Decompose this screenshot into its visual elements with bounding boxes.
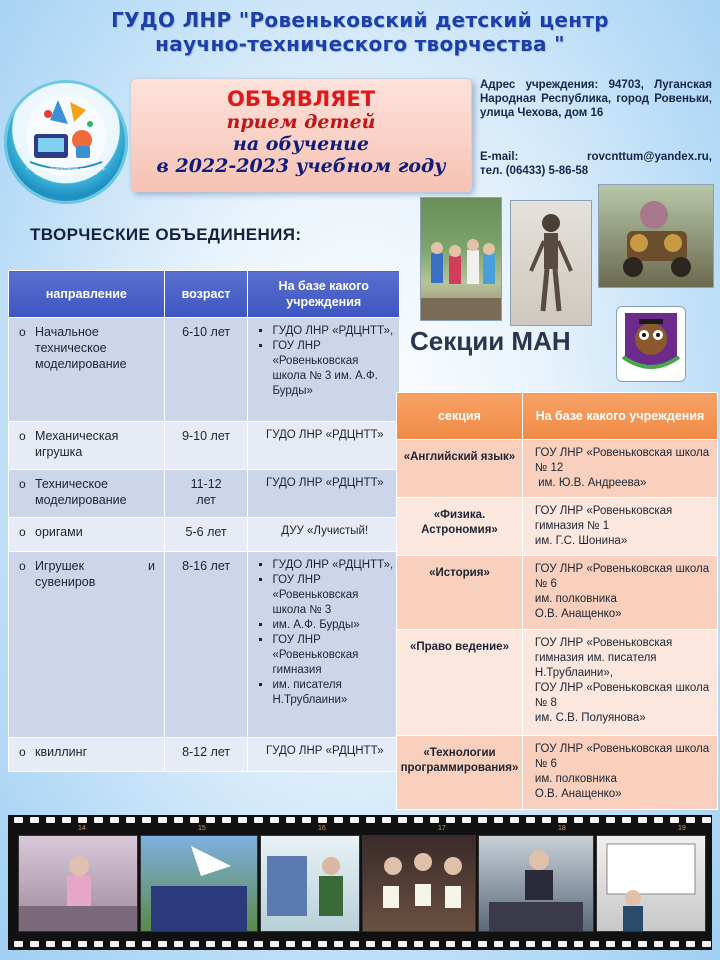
- film-hole: [78, 941, 87, 947]
- film-hole: [510, 817, 519, 823]
- photo-children-outdoors: [420, 197, 502, 321]
- film-hole: [190, 817, 199, 823]
- logo-caption: ГУ ДО ЛНР «Ровеньковский детский центр научно-технического творчества»: [26, 166, 106, 176]
- frame-number: 15: [198, 825, 206, 832]
- film-hole: [174, 817, 183, 823]
- film-hole: [302, 941, 311, 947]
- age-cell: 6-10 лет: [164, 318, 248, 422]
- man-sections-table: [396, 392, 718, 810]
- film-hole: [366, 941, 375, 947]
- film-hole: [494, 941, 503, 947]
- section-cell: «Физика. Астрономия»: [397, 498, 523, 556]
- film-hole: [414, 941, 423, 947]
- film-hole: [574, 817, 583, 823]
- film-hole: [510, 941, 519, 947]
- film-hole: [126, 941, 135, 947]
- film-photo: [140, 835, 258, 932]
- film-hole: [318, 941, 327, 947]
- film-perforation-bottom: [8, 939, 712, 949]
- film-hole: [238, 941, 247, 947]
- announce-line-4: в 2022-2023 учебном году: [156, 155, 446, 177]
- table-row: [397, 498, 718, 556]
- base-cell: ГОУ ЛНР «Ровеньковская школа № 12 им. Ю.В. Андреева»: [522, 440, 717, 498]
- frame-number: 18: [558, 825, 566, 832]
- film-hole: [222, 817, 231, 823]
- film-hole: [158, 817, 167, 823]
- table-row: [9, 552, 400, 738]
- table-row: [397, 556, 718, 630]
- film-hole: [558, 941, 567, 947]
- column-header-age: возраст: [164, 271, 248, 318]
- film-hole: [222, 941, 231, 947]
- film-perforation-top: [8, 815, 712, 825]
- film-hole: [318, 817, 327, 823]
- section-cell: «История»: [397, 556, 523, 630]
- direction-cell: o Механическая игрушка: [9, 422, 165, 470]
- film-hole: [94, 817, 103, 823]
- film-hole: [334, 941, 343, 947]
- film-hole: [558, 817, 567, 823]
- film-hole: [670, 817, 679, 823]
- table-row: [397, 736, 718, 810]
- base-cell: ГУДО ЛНР «РДЦНТТ»: [248, 422, 400, 470]
- film-hole: [702, 941, 711, 947]
- frame-number: 17: [438, 825, 446, 832]
- film-hole: [462, 941, 471, 947]
- film-hole: [542, 817, 551, 823]
- film-hole: [62, 817, 71, 823]
- age-cell: 9-10 лет: [164, 422, 248, 470]
- table-row: [397, 440, 718, 498]
- direction-cell: o Начальное техническое моделирование: [9, 318, 165, 422]
- page-title: [0, 8, 720, 56]
- column-header-section: секция: [397, 393, 523, 440]
- section-cell: «Английский язык»: [397, 440, 523, 498]
- associations-table: [8, 270, 400, 772]
- table-row: [9, 738, 400, 772]
- man-sections-title: Секции МАН: [410, 326, 571, 356]
- rocket-robot-icon: [4, 80, 128, 204]
- film-hole: [462, 817, 471, 823]
- email-link[interactable]: rovcnttum@yandex.ru,: [587, 151, 712, 163]
- film-hole: [430, 817, 439, 823]
- film-photo: [18, 835, 138, 932]
- film-hole: [190, 941, 199, 947]
- announcement-box: [130, 78, 472, 192]
- film-hole: [590, 817, 599, 823]
- film-hole: [334, 817, 343, 823]
- film-hole: [270, 941, 279, 947]
- film-hole: [46, 941, 55, 947]
- bullet-icon: o: [19, 559, 26, 573]
- column-header-base: На базе какого учреждения: [522, 393, 717, 440]
- film-hole: [478, 941, 487, 947]
- direction-cell: o оригами: [9, 518, 165, 552]
- bullet-icon: o: [19, 477, 26, 491]
- film-hole: [398, 817, 407, 823]
- direction-cell: o Игрушек и сувениров: [9, 552, 165, 738]
- film-hole: [110, 817, 119, 823]
- address-text: Адрес учреждения: 94703, Луганская Народная Республика, город Ровеньки, улица Чехова, дом 16: [480, 79, 712, 119]
- direction-cell: o квиллинг: [9, 738, 165, 772]
- film-hole: [94, 941, 103, 947]
- bullet-icon: o: [19, 325, 26, 339]
- film-hole: [686, 941, 695, 947]
- announce-line-2: прием детей: [226, 111, 376, 133]
- title-line-1: ГУДО ЛНР "Ровеньковский детский центр: [111, 8, 609, 32]
- base-cell: ГОУ ЛНР «Ровеньковская школа № 6 им. полковника О.В. Анащенко»: [522, 556, 717, 630]
- age-cell: 11-12 лет: [164, 470, 248, 518]
- center-logo: [4, 80, 128, 204]
- film-hole: [254, 817, 263, 823]
- film-hole: [526, 817, 535, 823]
- film-hole: [430, 941, 439, 947]
- film-hole: [622, 941, 631, 947]
- associations-heading: ТВОРЧЕСКИЕ ОБЪЕДИНЕНИЯ:: [30, 225, 302, 244]
- phone-text: тел. (06433) 5-86-58: [480, 165, 589, 177]
- film-hole: [238, 817, 247, 823]
- film-hole: [446, 941, 455, 947]
- film-hole: [622, 817, 631, 823]
- film-hole: [270, 817, 279, 823]
- film-hole: [174, 941, 183, 947]
- film-hole: [126, 817, 135, 823]
- age-cell: 8-16 лет: [164, 552, 248, 738]
- table-row: [397, 630, 718, 736]
- base-cell: ▪ ГУДО ЛНР «РДЦНТТ», ▪ ГОУ ЛНР «Ровеньковская школа № 3 им. А.Ф. Бурды»: [248, 318, 400, 422]
- film-hole: [110, 941, 119, 947]
- film-hole: [398, 941, 407, 947]
- film-hole: [638, 817, 647, 823]
- film-hole: [414, 817, 423, 823]
- film-hole: [654, 941, 663, 947]
- direction-cell: o Техническое моделирование: [9, 470, 165, 518]
- film-hole: [686, 817, 695, 823]
- film-hole: [542, 941, 551, 947]
- section-cell: «Технологии программирования»: [397, 736, 523, 810]
- announce-line-1: ОБЪЯВЛЯЕТ: [226, 87, 376, 111]
- section-cell: «Право ведение»: [397, 630, 523, 736]
- frame-number: 19: [678, 825, 686, 832]
- frame-number: 14: [78, 825, 86, 832]
- base-cell: ▪ ГУДО ЛНР «РДЦНТТ», ▪ ГОУ ЛНР «Ровеньковская школа № 3 ▪ им. А.Ф. Бурды» ▪ ГОУ ЛНР «Ровеньковская гимназия ▪ им. писателя Н.Трублаини»: [248, 552, 400, 738]
- table-row: [9, 470, 400, 518]
- bullet-icon: o: [19, 745, 26, 759]
- photo-filmstrip: [8, 815, 712, 950]
- table-header-row: [397, 393, 718, 440]
- title-line-2: научно-технического творчества ": [155, 32, 565, 56]
- base-cell: ГОУ ЛНР «Ровеньковская школа № 6 им. полковника О.В. Анащенко»: [522, 736, 717, 810]
- film-hole: [382, 817, 391, 823]
- table-row: [9, 318, 400, 422]
- film-hole: [206, 941, 215, 947]
- film-hole: [254, 941, 263, 947]
- film-hole: [46, 817, 55, 823]
- film-hole: [78, 817, 87, 823]
- film-hole: [654, 817, 663, 823]
- email-label: E-mail:: [480, 151, 519, 163]
- film-hole: [30, 941, 39, 947]
- film-hole: [494, 817, 503, 823]
- photo-metal-robot: [510, 200, 592, 326]
- film-hole: [350, 817, 359, 823]
- film-hole: [574, 941, 583, 947]
- film-hole: [302, 817, 311, 823]
- film-hole: [142, 941, 151, 947]
- film-hole: [590, 941, 599, 947]
- film-photo: [260, 835, 360, 932]
- film-hole: [526, 941, 535, 947]
- film-hole: [206, 817, 215, 823]
- film-hole: [670, 941, 679, 947]
- column-header-direction: направление: [9, 271, 165, 318]
- table-header-row: [9, 271, 400, 318]
- base-cell: ГУДО ЛНР «РДЦНТТ»: [248, 738, 400, 772]
- film-hole: [14, 941, 23, 947]
- table-row: [9, 518, 400, 552]
- film-hole: [478, 817, 487, 823]
- column-header-base: На базе какого учреждения: [248, 271, 400, 318]
- owl-emblem-icon: [616, 306, 686, 382]
- base-cell: ДУУ «Лучистый!: [248, 518, 400, 552]
- announce-line-3: на обучение: [233, 133, 369, 155]
- film-hole: [638, 941, 647, 947]
- film-hole: [158, 941, 167, 947]
- frame-number: 16: [318, 825, 326, 832]
- film-hole: [142, 817, 151, 823]
- film-hole: [702, 817, 711, 823]
- photo-metal-car: [598, 184, 714, 288]
- film-photo: [478, 835, 594, 932]
- age-cell: 8-12 лет: [164, 738, 248, 772]
- film-hole: [606, 941, 615, 947]
- bullet-icon: o: [19, 429, 26, 443]
- film-photo: [362, 835, 476, 932]
- film-hole: [62, 941, 71, 947]
- age-cell: 5-6 лет: [164, 518, 248, 552]
- film-photo: [596, 835, 706, 932]
- film-hole: [30, 817, 39, 823]
- film-hole: [286, 817, 295, 823]
- base-cell: ГОУ ЛНР «Ровеньковская гимназия им. писателя Н.Трублаини», ГОУ ЛНР «Ровеньковская школа № 8 им. С.В. Полуянова»: [522, 630, 717, 736]
- film-hole: [446, 817, 455, 823]
- film-hole: [14, 817, 23, 823]
- film-hole: [286, 941, 295, 947]
- film-hole: [366, 817, 375, 823]
- film-hole: [382, 941, 391, 947]
- base-cell: ГОУ ЛНР «Ровеньковская гимназия № 1 им. Г.С. Шонина»: [522, 498, 717, 556]
- film-hole: [606, 817, 615, 823]
- table-row: [9, 422, 400, 470]
- film-hole: [350, 941, 359, 947]
- base-cell: ГУДО ЛНР «РДЦНТТ»: [248, 470, 400, 518]
- bullet-icon: o: [19, 525, 26, 539]
